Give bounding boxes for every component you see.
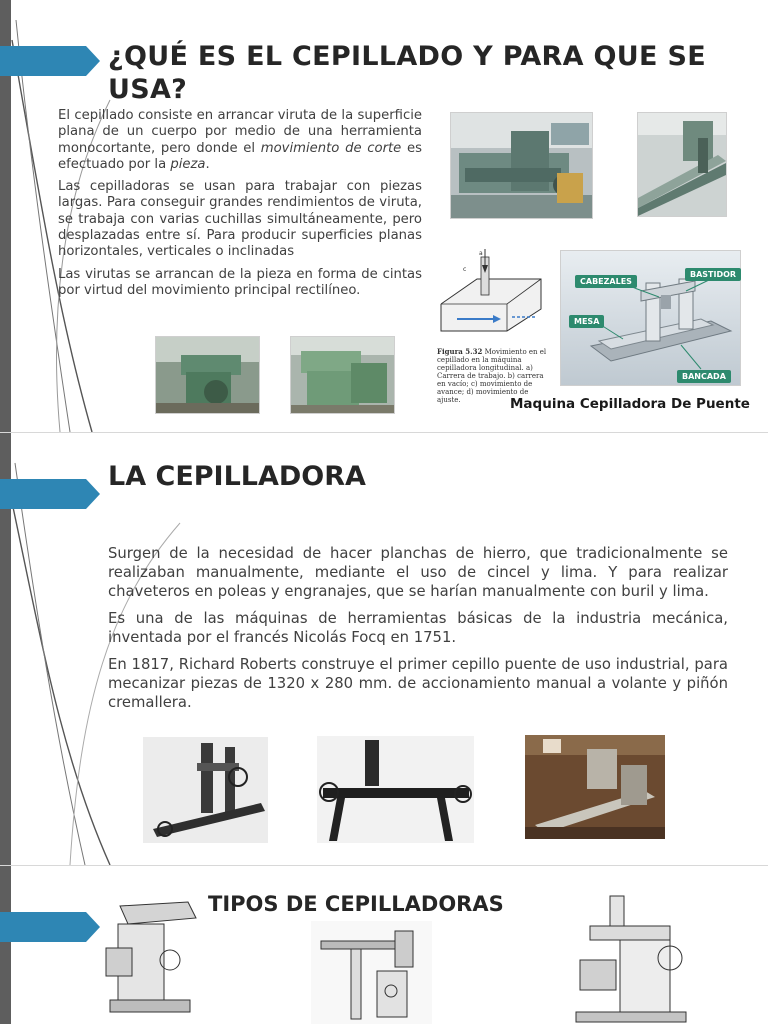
- svg-text:a: a: [479, 250, 483, 257]
- paragraph-3: En 1817, Richard Roberts construye el primer cepillo puente de uso industrial, para mecanizar piezas de 1320 x 280 mm. de accionamiento manual a volante y piñón cremallera.: [108, 656, 728, 711]
- shaper-machine-photo-1: [155, 336, 260, 414]
- antique-planer-photo-1: [143, 737, 268, 843]
- planer-machine-photo-2: [637, 112, 727, 217]
- label-cabezales: CABEZALES: [575, 275, 637, 288]
- planing-motion-figure: [437, 249, 550, 404]
- bridge-planer-diagram: [560, 250, 741, 386]
- slide-1: [0, 0, 768, 432]
- shaper-machine-photo-2: [290, 336, 395, 414]
- history-text: [108, 544, 728, 712]
- planer-machine-photo-1: [450, 112, 593, 219]
- antique-planer-photo-2: [317, 736, 474, 843]
- title-accent-tab: [0, 46, 86, 76]
- label-bastidor: BASTIDOR: [685, 268, 741, 281]
- paragraph-2: Es una de las máquinas de herramientas básicas de la industria mecánica, inventada por el francés Nicolás Focq en 1751.: [108, 610, 728, 646]
- paragraph-3: Las virutas se arrancan de la pieza en forma de cintas por virtud del movimiento principal rectilíneo.: [58, 266, 422, 298]
- svg-text:c: c: [463, 266, 467, 273]
- label-mesa: MESA: [569, 315, 604, 328]
- paragraph-1: Surgen de la necesidad de hacer planchas de hierro, que tradicionalmente se realizaban manualmente, mediante el uso de cincel y lima. Y para realizar chaveteros en poleas y engranajes, que se harían manualmente con buril y lima.: [108, 545, 728, 600]
- slide-2: [0, 433, 768, 865]
- paragraph-2: Las cepilladoras se usan para trabajar con piezas largas. Para conseguir grandes rendimientos de viruta, se trabaja con varias cuchillas simultáneamente, pero desplazadas entre sí. Para producir superficies planas horizontales, verticales o inclinadas: [58, 179, 422, 260]
- page-title: ¿QUÉ ES EL CEPILLADO Y PARA QUE SE USA?: [108, 41, 706, 105]
- bridge-planer-caption: Maquina Cepilladora De Puente: [510, 396, 750, 412]
- section-title: LA CEPILLADORA: [108, 461, 366, 492]
- figure-caption: Figura 5.32 Movimiento en el cepillado en la máquina cepilladora longitudinal. a) Carrera de trabajo. b) carrera en vacío; c) movimiento de avance; d) movimiento de ajuste.: [437, 347, 547, 404]
- shaper-drawing-3: [570, 886, 695, 1024]
- shaper-drawing-1: [100, 888, 200, 1016]
- shaper-drawing-2: [311, 921, 432, 1024]
- left-bar: [0, 866, 11, 1024]
- antique-planer-photo-3: [525, 735, 665, 839]
- title-accent-tab: [0, 479, 86, 509]
- label-bancada: BANCADA: [677, 370, 731, 383]
- title-accent-tab: [0, 912, 86, 942]
- slide-3: [0, 866, 768, 1024]
- section-title: TIPOS DE CEPILLADORAS: [208, 892, 504, 916]
- planing-motion-diagram: [437, 249, 550, 344]
- paragraph-1: El cepillado consiste en arrancar viruta de la superficie plana de un cuerpo por medio de una herramienta monocortante, pero donde el movimiento de corte es efectuado por la pieza.: [58, 108, 423, 172]
- intro-text: [58, 108, 422, 305]
